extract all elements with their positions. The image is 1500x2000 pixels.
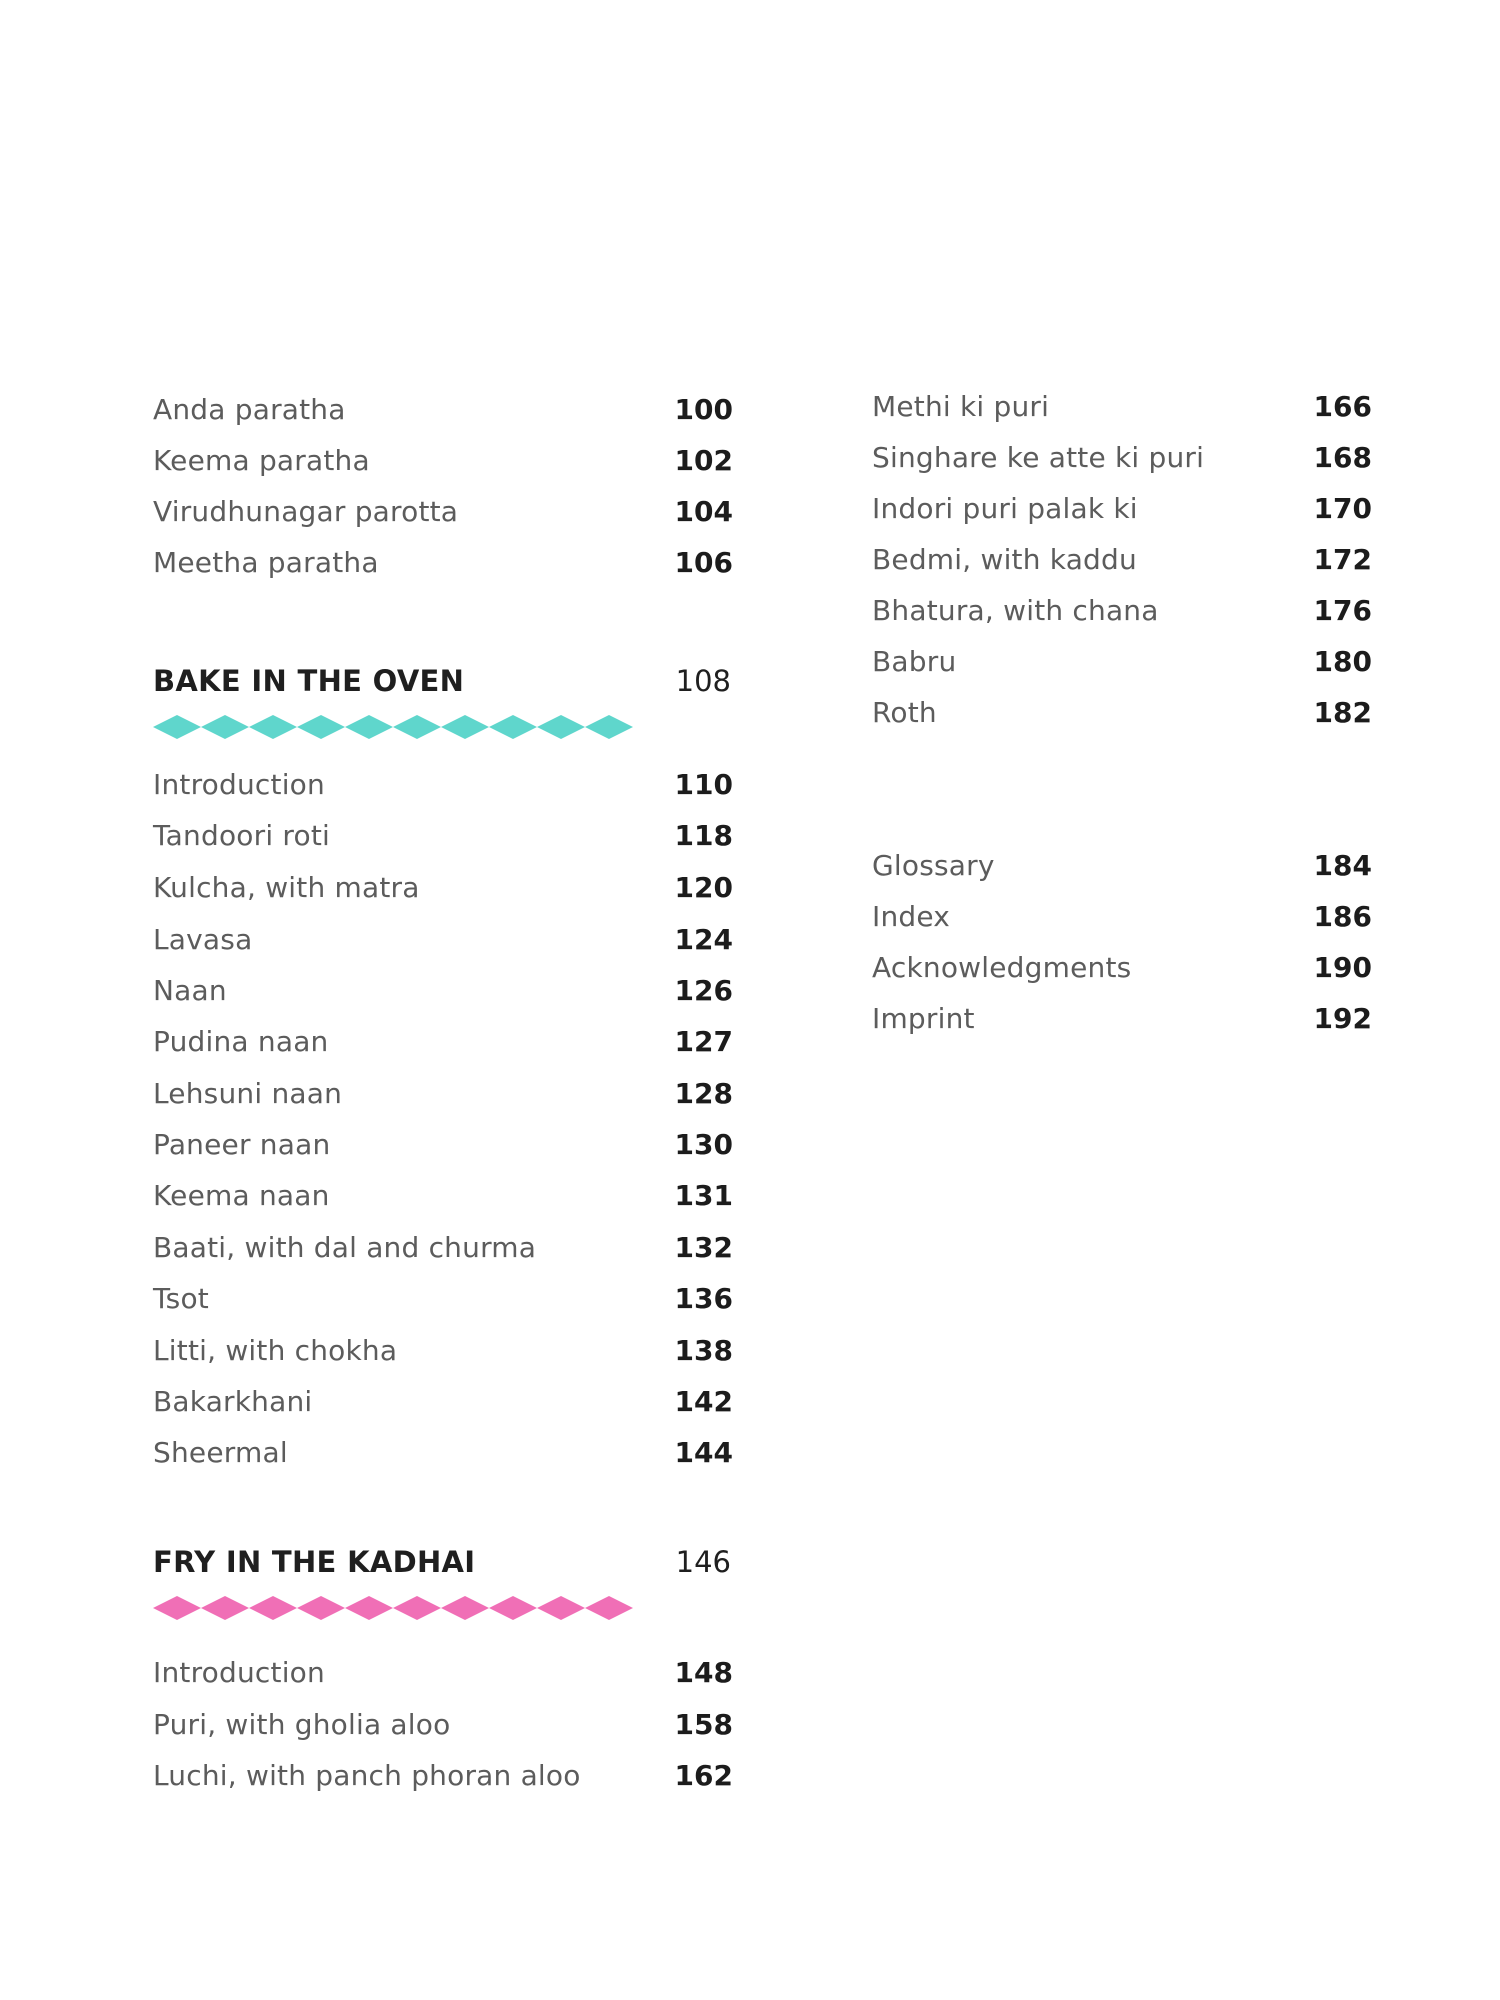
- toc-entry-page: 120: [674, 871, 733, 904]
- toc-entry-page: 102: [674, 444, 733, 477]
- toc-entry-title: Acknowledgments: [872, 951, 1132, 984]
- toc-entry[interactable]: [872, 999, 1372, 1039]
- toc-entry-page: 100: [674, 393, 733, 426]
- toc-entry-page: 190: [1313, 951, 1372, 984]
- toc-entry[interactable]: [872, 948, 1372, 988]
- toc-entry-title: Glossary: [872, 849, 995, 882]
- toc-entry[interactable]: [872, 540, 1372, 580]
- toc-entry-page: 132: [674, 1231, 733, 1264]
- toc-entry-page: 104: [674, 495, 733, 528]
- toc-entry-title: Imprint: [872, 1002, 975, 1035]
- toc-entry-title: Roth: [872, 696, 937, 729]
- toc-entry[interactable]: [153, 971, 733, 1011]
- toc-entry-title: Keema paratha: [153, 444, 370, 477]
- section-heading-fry[interactable]: [153, 1540, 733, 1584]
- toc-entry-page: 170: [1313, 492, 1372, 525]
- toc-entry[interactable]: [872, 846, 1372, 886]
- toc-entry[interactable]: [153, 390, 733, 430]
- toc-entry-page: 182: [1313, 696, 1372, 729]
- toc-entry-page: 180: [1313, 645, 1372, 678]
- toc-entry-title: Meetha paratha: [153, 546, 379, 579]
- toc-entry-title: Keema naan: [153, 1179, 330, 1212]
- toc-entry-page: 124: [674, 923, 733, 956]
- toc-entry[interactable]: [153, 1331, 733, 1371]
- toc-entry-title: Baati, with dal and churma: [153, 1231, 537, 1264]
- toc-entry-title: Kulcha, with matra: [153, 871, 420, 904]
- toc-entry-page: 148: [674, 1656, 733, 1689]
- toc-entry-page: 106: [674, 546, 733, 579]
- toc-entry[interactable]: [153, 816, 733, 856]
- toc-entry-title: Pudina naan: [153, 1025, 329, 1058]
- toc-entry-title: Litti, with chokha: [153, 1334, 398, 1367]
- toc-entry[interactable]: [872, 642, 1372, 682]
- section-title: BAKE IN THE OVEN: [153, 664, 465, 698]
- toc-entry-title: Babru: [872, 645, 957, 678]
- toc-entry[interactable]: [153, 492, 733, 532]
- toc-entry[interactable]: [153, 1279, 733, 1319]
- toc-entry[interactable]: [153, 920, 733, 960]
- toc-entry-page: 186: [1313, 900, 1372, 933]
- toc-entry-title: Bakarkhani: [153, 1385, 313, 1418]
- toc-entry[interactable]: [153, 1382, 733, 1422]
- toc-entry[interactable]: [153, 441, 733, 481]
- toc-entry-title: Sheermal: [153, 1436, 288, 1469]
- toc-entry-page: 144: [674, 1436, 733, 1469]
- toc-entry[interactable]: [872, 693, 1372, 733]
- toc-entry-page: 136: [674, 1282, 733, 1315]
- toc-entry[interactable]: [872, 387, 1372, 427]
- toc-entry-title: Index: [872, 900, 951, 933]
- toc-entry-page: 142: [674, 1385, 733, 1418]
- toc-entry[interactable]: [153, 1074, 733, 1114]
- toc-entry-title: Lavasa: [153, 923, 253, 956]
- toc-entry-page: 166: [1313, 390, 1372, 423]
- toc-entry-title: Introduction: [153, 768, 325, 801]
- toc-entry[interactable]: [153, 1228, 733, 1268]
- toc-entry-page: 168: [1313, 441, 1372, 474]
- toc-entry-page: 131: [674, 1179, 733, 1212]
- toc-entry[interactable]: [153, 543, 733, 583]
- toc-entry-page: 158: [674, 1708, 733, 1741]
- toc-entry-title: Virudhunagar parotta: [153, 495, 459, 528]
- toc-entry[interactable]: [153, 1705, 733, 1745]
- toc-entry[interactable]: [153, 1125, 733, 1165]
- diamond-divider-teal: [153, 713, 643, 741]
- toc-entry-page: 138: [674, 1334, 733, 1367]
- section-page: 108: [675, 664, 731, 698]
- toc-entry-title: Puri, with gholia aloo: [153, 1708, 451, 1741]
- toc-entry-page: 184: [1313, 849, 1372, 882]
- toc-entry[interactable]: [872, 489, 1372, 529]
- toc-entry-title: Bhatura, with chana: [872, 594, 1159, 627]
- toc-entry[interactable]: [153, 868, 733, 908]
- toc-entry[interactable]: [153, 765, 733, 805]
- toc-entry-page: 126: [674, 974, 733, 1007]
- toc-entry-page: 130: [674, 1128, 733, 1161]
- toc-entry-title: Indori puri palak ki: [872, 492, 1138, 525]
- toc-entry-title: Tandoori roti: [153, 819, 330, 852]
- diamond-row-icon: [153, 1594, 643, 1622]
- toc-entry-title: Bedmi, with kaddu: [872, 543, 1137, 576]
- toc-entry-page: 162: [674, 1759, 733, 1792]
- toc-entry-page: 192: [1313, 1002, 1372, 1035]
- toc-entry[interactable]: [872, 438, 1372, 478]
- section-title: FRY IN THE KADHAI: [153, 1545, 476, 1579]
- diamond-divider-pink: [153, 1594, 643, 1622]
- toc-entry-title: Singhare ke atte ki puri: [872, 441, 1205, 474]
- toc-entry[interactable]: [153, 1756, 733, 1796]
- section-page: 146: [675, 1545, 731, 1579]
- toc-entry[interactable]: [153, 1653, 733, 1693]
- toc-entry-page: 128: [674, 1077, 733, 1110]
- toc-entry-page: 172: [1313, 543, 1372, 576]
- toc-entry-title: Lehsuni naan: [153, 1077, 343, 1110]
- toc-entry-page: 176: [1313, 594, 1372, 627]
- toc-entry-title: Naan: [153, 974, 227, 1007]
- toc-entry-title: Luchi, with panch phoran aloo: [153, 1759, 581, 1792]
- toc-entry[interactable]: [153, 1022, 733, 1062]
- toc-entry[interactable]: [153, 1176, 733, 1216]
- toc-entry[interactable]: [872, 591, 1372, 631]
- toc-entry-title: Methi ki puri: [872, 390, 1050, 423]
- diamond-row-icon: [153, 713, 643, 741]
- toc-entry-title: Anda paratha: [153, 393, 346, 426]
- toc-entry-title: Tsot: [153, 1282, 209, 1315]
- toc-entry-page: 110: [674, 768, 733, 801]
- section-heading-bake[interactable]: [153, 659, 733, 703]
- toc-entry-page: 118: [674, 819, 733, 852]
- toc-entry[interactable]: [872, 897, 1372, 937]
- toc-entry-page: 127: [674, 1025, 733, 1058]
- toc-entry[interactable]: [153, 1433, 733, 1473]
- toc-entry-title: Introduction: [153, 1656, 325, 1689]
- toc-entry-title: Paneer naan: [153, 1128, 331, 1161]
